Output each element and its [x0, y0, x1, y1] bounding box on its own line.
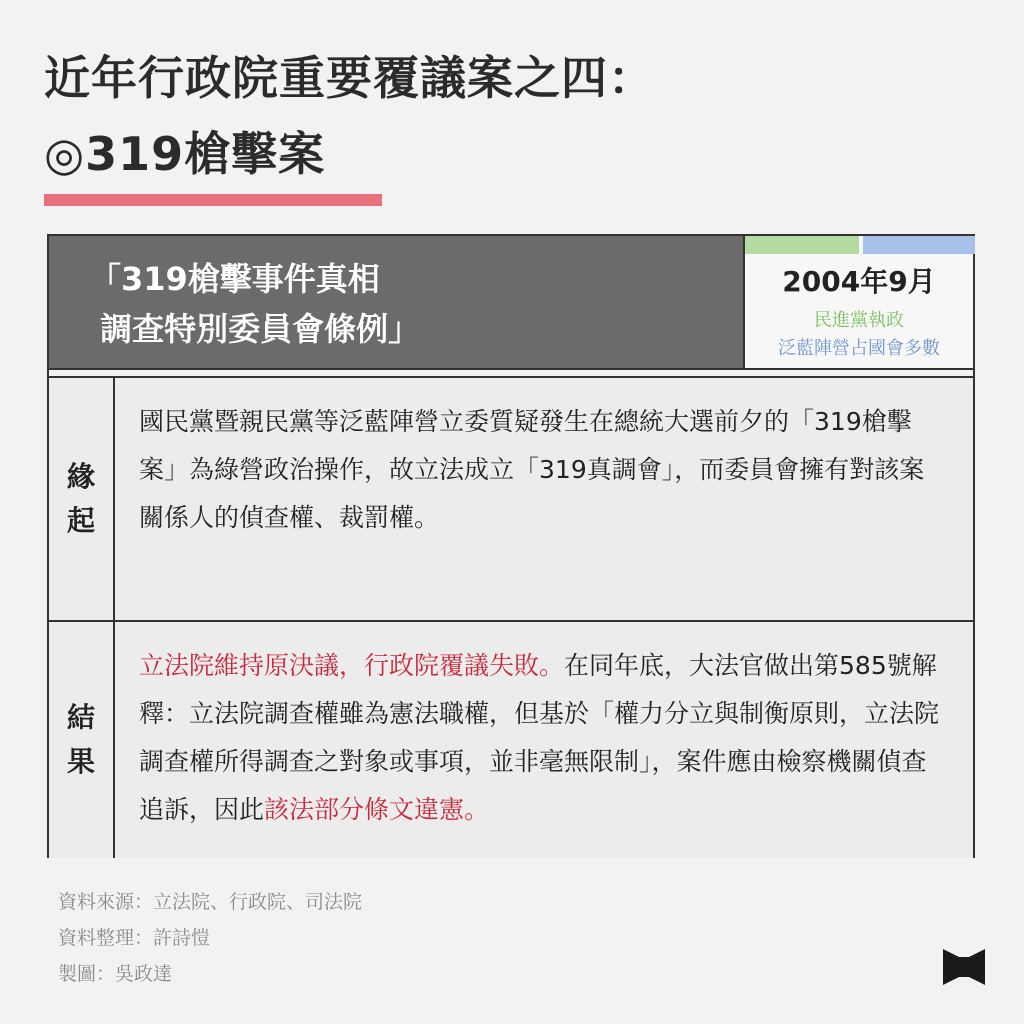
- bill-name: [89, 254, 420, 354]
- info-card: [47, 234, 975, 858]
- result-body: 在同年底，大法官做出第585號解釋：立法院調查權雖為憲法職權，但基於「權力分立與制衡原則，立法院調查權所得調查之對象或事項，並非毫無限制」，案件應由檢察機關偵查追訴，因此: [139, 651, 940, 824]
- result-text: [139, 642, 939, 834]
- result-label-cell: [49, 622, 115, 858]
- title-line-1: 近年行政院重要覆議案之四：: [44, 51, 655, 105]
- date-label: 2004年9月: [782, 265, 936, 298]
- majority-color-bar: [863, 236, 975, 254]
- origin-text: 國民黨暨親民黨等泛藍陣營立委質疑發生在總統大選前夕的「319槍擊案」為綠營政治操作，故立法成立「319真調會」，而委員會擁有對該案關係人的偵查權、裁罰權。: [139, 407, 925, 532]
- majority-label: 泛藍陣營占國會多數: [778, 338, 940, 359]
- ruling-color-bar: [745, 236, 859, 254]
- result-row: [49, 620, 973, 858]
- flag-logo-icon: [943, 947, 985, 987]
- compiler-credit: 資料整理：許詩愷: [58, 927, 211, 949]
- result-highlight-1: 立法院維持原決議，行政院覆議失敗。: [139, 651, 565, 680]
- title-underline: [44, 194, 382, 206]
- design-credit: 製圖：吳政達: [58, 963, 173, 985]
- title-line-2: ◎319槍擊案: [44, 127, 326, 181]
- bill-name-line-2: 調查特別委員會條例」: [89, 310, 421, 348]
- bill-name-line-1: 「319槍擊事件真相: [89, 260, 380, 298]
- credits: [58, 884, 362, 992]
- origin-label-cell: [49, 378, 115, 620]
- origin-label: 緣起: [66, 460, 95, 537]
- header-divider: [49, 368, 973, 376]
- date-box: [743, 236, 973, 368]
- origin-row: [49, 376, 973, 620]
- page-title: [44, 40, 655, 192]
- card-header: [49, 236, 743, 368]
- ruling-party-label: 民進黨執政: [814, 310, 904, 331]
- result-label: 結果: [66, 701, 95, 778]
- source-credit: 資料來源：立法院、行政院、司法院: [58, 891, 363, 913]
- result-highlight-2: 該法部分條文違憲。: [264, 795, 490, 824]
